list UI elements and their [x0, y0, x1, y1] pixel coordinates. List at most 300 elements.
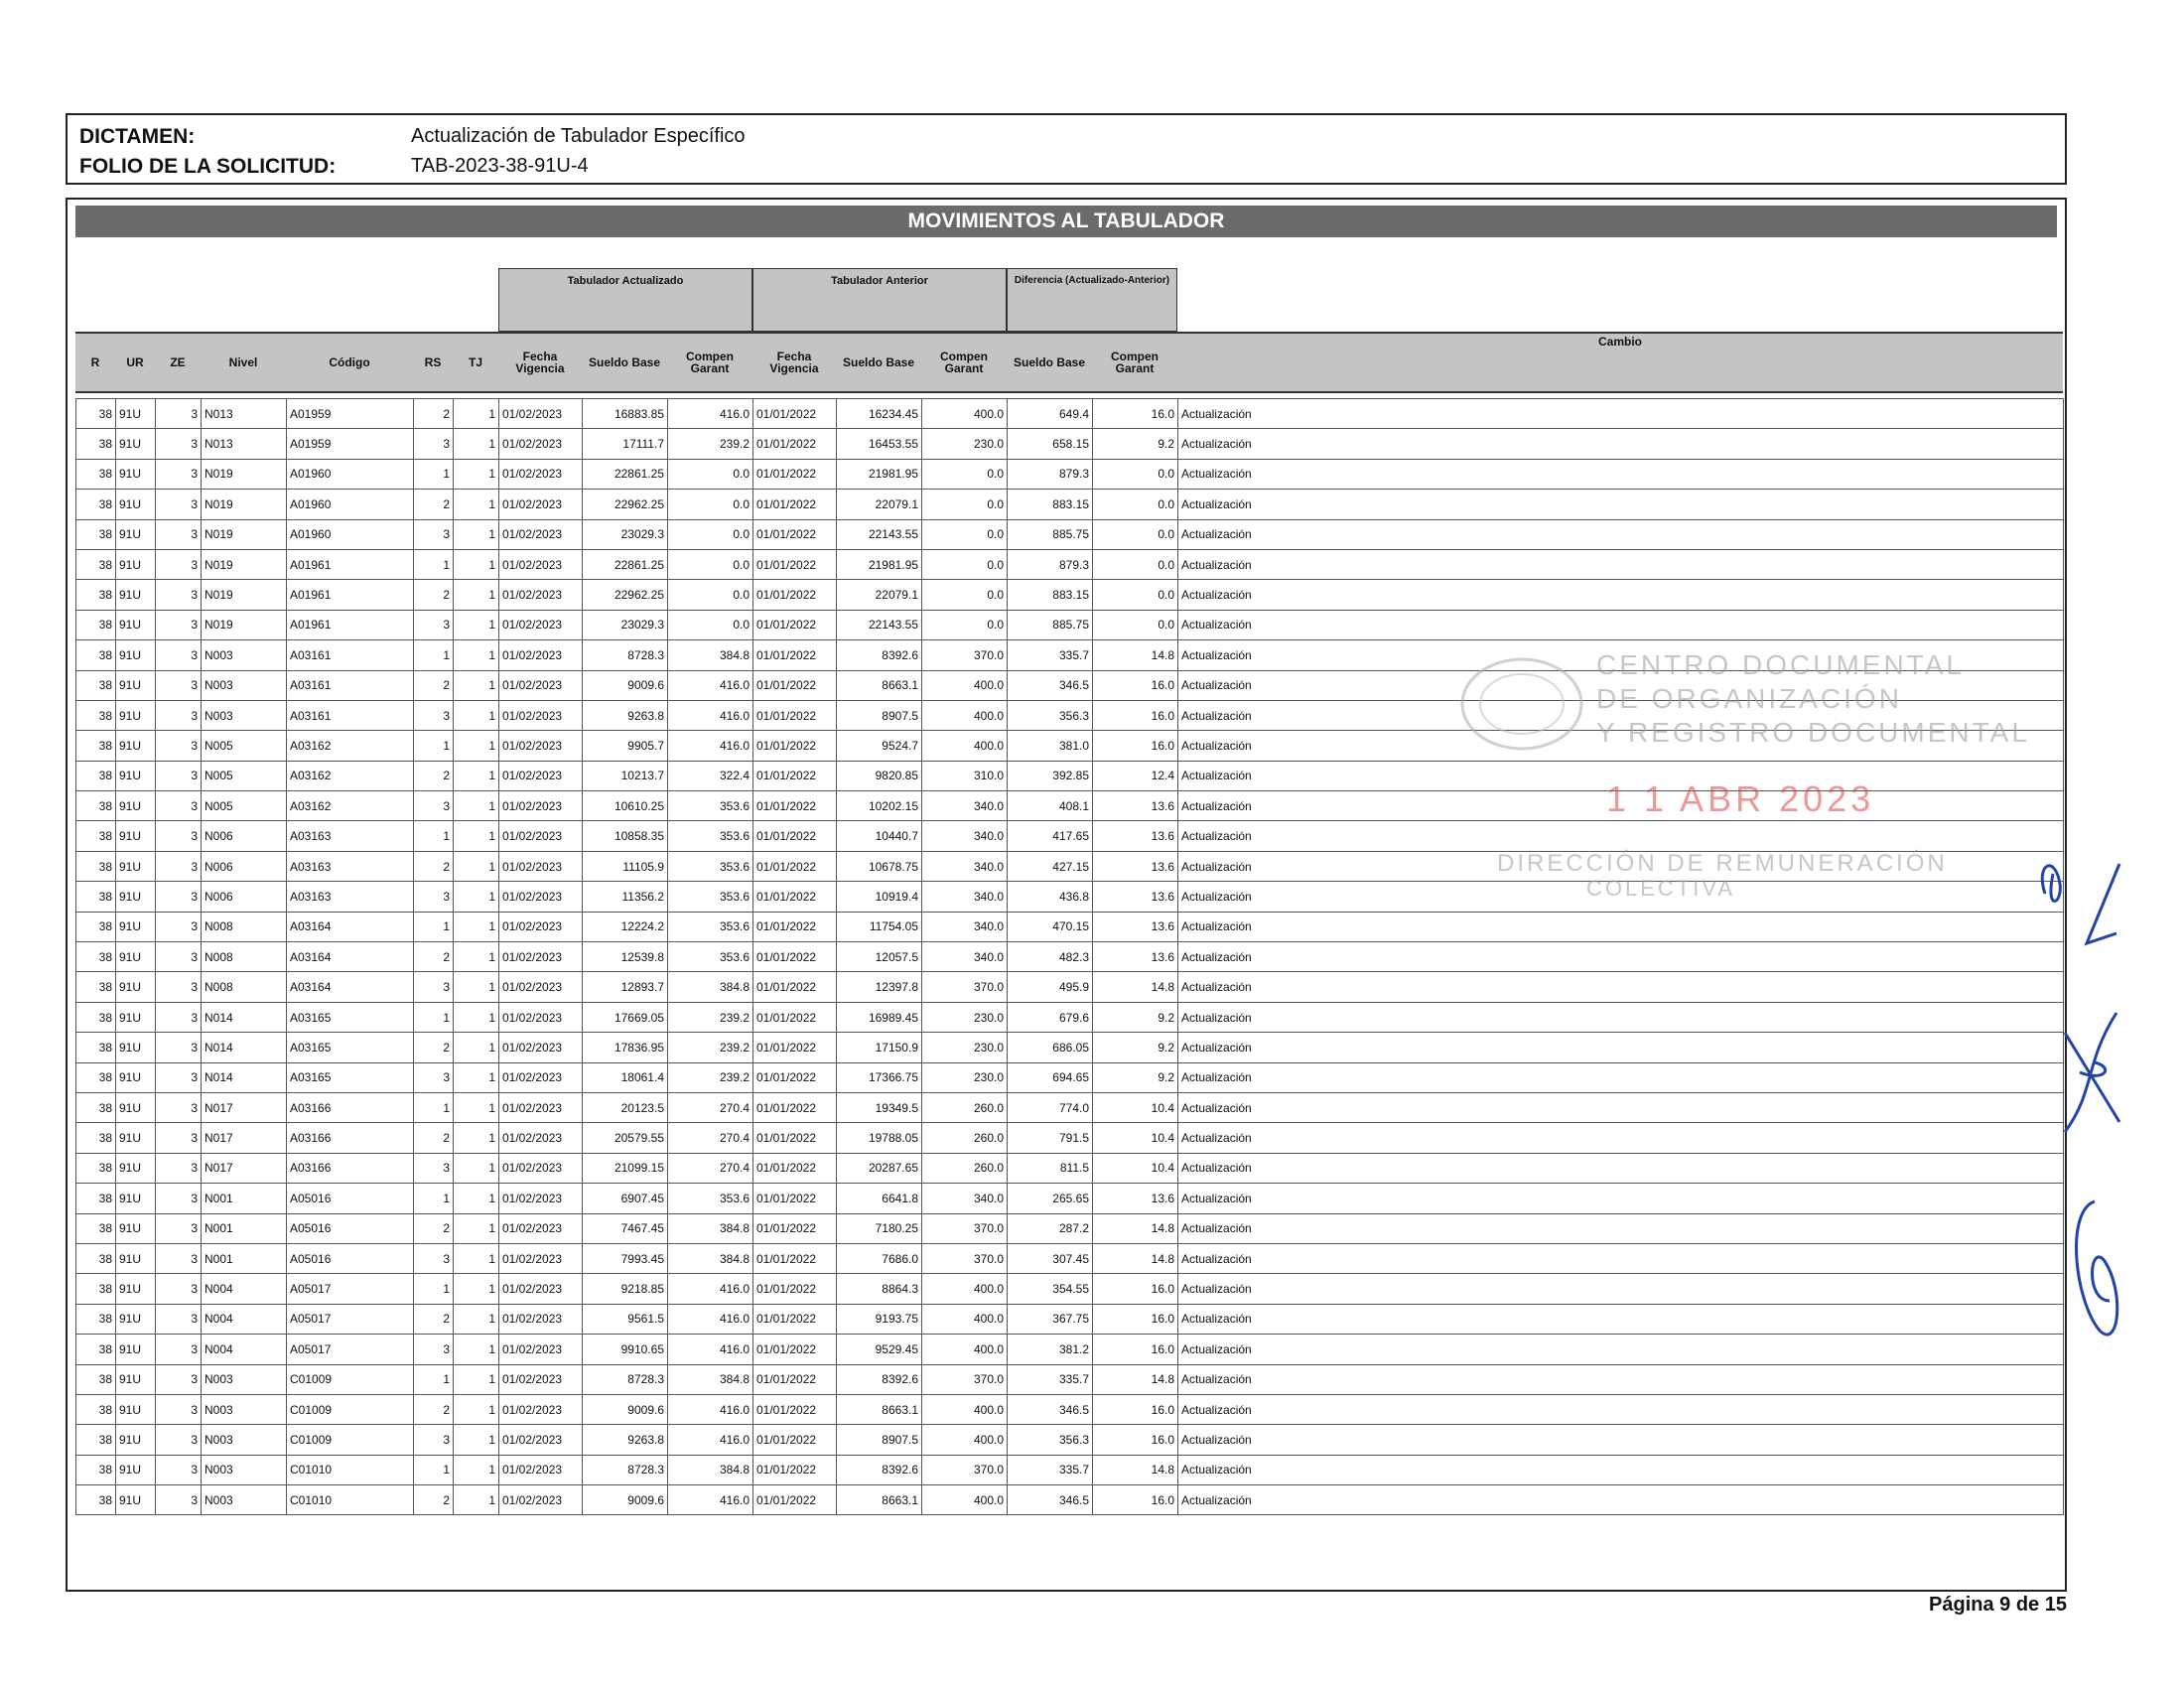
- cell-nivel: N006: [202, 882, 287, 912]
- col-rs: RS: [424, 355, 442, 369]
- cell-compen-ant: 400.0: [922, 399, 1008, 429]
- cell-nivel: N008: [202, 912, 287, 941]
- cell-tj: 1: [454, 1274, 499, 1304]
- cell-compen-act: 416.0: [668, 1274, 753, 1304]
- cell-rs: 2: [414, 1033, 454, 1062]
- cell-codigo: A05017: [287, 1335, 414, 1364]
- cell-r: 38: [76, 1304, 116, 1334]
- cell-fecha-act: 01/02/2023: [499, 1184, 583, 1213]
- cell-sueldo-ant: 16234.45: [837, 399, 922, 429]
- cell-nivel: N001: [202, 1243, 287, 1273]
- cell-sueldo-act: 12224.2: [583, 912, 668, 941]
- table-row: [76, 1062, 2064, 1092]
- cell-r: 38: [76, 399, 116, 429]
- cell-sueldo-ant: 9820.85: [837, 761, 922, 790]
- stamp-line-1: CENTRO DOCUMENTAL: [1596, 649, 1965, 680]
- table-row: [76, 1213, 2064, 1243]
- cell-compen-ant: 340.0: [922, 851, 1008, 881]
- group-header-anterior: Tabulador Anterior: [752, 268, 1007, 332]
- cell-fecha-act: 01/02/2023: [499, 972, 583, 1002]
- cell-fecha-ant: 01/01/2022: [753, 1092, 837, 1122]
- cell-fecha-act: 01/02/2023: [499, 640, 583, 670]
- cell-tj: 1: [454, 1335, 499, 1364]
- cell-ur: 91U: [116, 610, 156, 639]
- col-tj: TJ: [468, 355, 482, 369]
- cell-fecha-act: 01/02/2023: [499, 791, 583, 821]
- cell-fecha-ant: 01/01/2022: [753, 399, 837, 429]
- cell-cambio: Actualización: [1178, 1274, 2064, 1304]
- stamp-seal-icon: [1457, 649, 1586, 759]
- cell-rs: 2: [414, 1485, 454, 1515]
- cell-cambio: Actualización: [1178, 1455, 2064, 1484]
- cell-cambio: Actualización: [1178, 399, 2064, 429]
- cell-fecha-act: 01/02/2023: [499, 1364, 583, 1394]
- cell-codigo: A05017: [287, 1274, 414, 1304]
- cell-cambio: Actualización: [1178, 1002, 2064, 1032]
- cell-sueldo-ant: 22143.55: [837, 610, 922, 639]
- col-fecha-ant: Fecha Vigencia: [769, 350, 819, 375]
- cell-compen-dif: 14.8: [1093, 1243, 1178, 1273]
- cell-cambio: Actualización: [1178, 1213, 2064, 1243]
- cell-fecha-ant: 01/01/2022: [753, 851, 837, 881]
- cell-cambio: Actualización: [1178, 1485, 2064, 1515]
- cell-r: 38: [76, 1274, 116, 1304]
- cell-compen-act: 353.6: [668, 942, 753, 972]
- cell-rs: 1: [414, 821, 454, 851]
- cell-sueldo-ant: 8907.5: [837, 1425, 922, 1455]
- cell-compen-ant: 310.0: [922, 761, 1008, 790]
- cell-compen-act: 322.4: [668, 761, 753, 790]
- cell-compen-act: 416.0: [668, 731, 753, 761]
- cell-compen-act: 416.0: [668, 399, 753, 429]
- cell-cambio: Actualización: [1178, 700, 2064, 730]
- cell-rs: 3: [414, 1335, 454, 1364]
- cell-sueldo-dif: 649.4: [1008, 399, 1093, 429]
- cell-ur: 91U: [116, 1062, 156, 1092]
- cell-cambio: Actualización: [1178, 942, 2064, 972]
- cell-sueldo-ant: 8663.1: [837, 670, 922, 700]
- cell-compen-act: 384.8: [668, 1455, 753, 1484]
- cell-compen-act: 384.8: [668, 972, 753, 1002]
- cell-r: 38: [76, 519, 116, 549]
- cell-compen-dif: 9.2: [1093, 429, 1178, 459]
- cell-compen-ant: 0.0: [922, 580, 1008, 610]
- cell-sueldo-act: 12893.7: [583, 972, 668, 1002]
- cell-cambio: Actualización: [1178, 490, 2064, 519]
- cell-sueldo-act: 8728.3: [583, 640, 668, 670]
- cell-ur: 91U: [116, 490, 156, 519]
- cell-fecha-ant: 01/01/2022: [753, 972, 837, 1002]
- cell-r: 38: [76, 1092, 116, 1122]
- cell-ze: 3: [156, 882, 202, 912]
- cell-sueldo-dif: 774.0: [1008, 1092, 1093, 1122]
- cell-compen-dif: 12.4: [1093, 761, 1178, 790]
- cell-fecha-act: 01/02/2023: [499, 1153, 583, 1183]
- cell-sueldo-act: 11105.9: [583, 851, 668, 881]
- cell-rs: 3: [414, 972, 454, 1002]
- cell-r: 38: [76, 429, 116, 459]
- table-row: [76, 1243, 2064, 1273]
- cell-codigo: A01961: [287, 580, 414, 610]
- cell-codigo: C01010: [287, 1485, 414, 1515]
- cell-sueldo-dif: 392.85: [1008, 761, 1093, 790]
- cell-sueldo-act: 9218.85: [583, 1274, 668, 1304]
- cell-compen-ant: 340.0: [922, 791, 1008, 821]
- cell-ze: 3: [156, 519, 202, 549]
- cell-ze: 3: [156, 942, 202, 972]
- cell-sueldo-ant: 10919.4: [837, 882, 922, 912]
- cell-sueldo-act: 16883.85: [583, 399, 668, 429]
- cell-ze: 3: [156, 610, 202, 639]
- cell-tj: 1: [454, 519, 499, 549]
- cell-nivel: N005: [202, 731, 287, 761]
- cell-nivel: N014: [202, 1062, 287, 1092]
- cell-cambio: Actualización: [1178, 670, 2064, 700]
- cell-tj: 1: [454, 821, 499, 851]
- cell-ur: 91U: [116, 519, 156, 549]
- col-codigo: Código: [329, 355, 370, 369]
- cell-ze: 3: [156, 1425, 202, 1455]
- cell-compen-dif: 13.6: [1093, 821, 1178, 851]
- table-row: [76, 942, 2064, 972]
- cell-sueldo-ant: 16453.55: [837, 429, 922, 459]
- cell-sueldo-ant: 21981.95: [837, 549, 922, 579]
- cell-sueldo-dif: 381.0: [1008, 731, 1093, 761]
- cell-rs: 1: [414, 549, 454, 579]
- cell-ur: 91U: [116, 670, 156, 700]
- cell-sueldo-dif: 883.15: [1008, 490, 1093, 519]
- cell-compen-ant: 260.0: [922, 1092, 1008, 1122]
- cell-tj: 1: [454, 1425, 499, 1455]
- cell-tj: 1: [454, 1153, 499, 1183]
- cell-ze: 3: [156, 1033, 202, 1062]
- cell-compen-act: 239.2: [668, 429, 753, 459]
- cell-r: 38: [76, 1062, 116, 1092]
- cell-sueldo-ant: 12397.8: [837, 972, 922, 1002]
- cell-fecha-ant: 01/01/2022: [753, 610, 837, 639]
- cell-ze: 3: [156, 1335, 202, 1364]
- cell-ze: 3: [156, 670, 202, 700]
- cell-compen-dif: 16.0: [1093, 1304, 1178, 1334]
- cell-ur: 91U: [116, 972, 156, 1002]
- cell-ze: 3: [156, 851, 202, 881]
- cell-tj: 1: [454, 1033, 499, 1062]
- cell-sueldo-ant: 19349.5: [837, 1092, 922, 1122]
- cell-codigo: C01009: [287, 1394, 414, 1424]
- cell-rs: 1: [414, 731, 454, 761]
- cell-sueldo-ant: 8663.1: [837, 1394, 922, 1424]
- cell-compen-act: 353.6: [668, 1184, 753, 1213]
- cell-cambio: Actualización: [1178, 610, 2064, 639]
- cell-fecha-act: 01/02/2023: [499, 821, 583, 851]
- cell-compen-dif: 16.0: [1093, 670, 1178, 700]
- cell-cambio: Actualización: [1178, 851, 2064, 881]
- cell-cambio: Actualización: [1178, 731, 2064, 761]
- col-sueldo-act: Sueldo Base: [588, 355, 661, 369]
- cell-sueldo-dif: 885.75: [1008, 610, 1093, 639]
- document-header: [66, 113, 2067, 185]
- cell-codigo: A01961: [287, 610, 414, 639]
- cell-tj: 1: [454, 429, 499, 459]
- cell-r: 38: [76, 640, 116, 670]
- cell-compen-act: 0.0: [668, 490, 753, 519]
- cell-rs: 2: [414, 942, 454, 972]
- cell-compen-ant: 400.0: [922, 1274, 1008, 1304]
- cell-ze: 3: [156, 1243, 202, 1273]
- cell-nivel: N004: [202, 1304, 287, 1334]
- cell-cambio: Actualización: [1178, 1153, 2064, 1183]
- cell-compen-ant: 340.0: [922, 1184, 1008, 1213]
- cell-codigo: A03166: [287, 1153, 414, 1183]
- cell-sueldo-dif: 686.05: [1008, 1033, 1093, 1062]
- cell-sueldo-act: 10858.35: [583, 821, 668, 851]
- cell-fecha-ant: 01/01/2022: [753, 640, 837, 670]
- cell-ur: 91U: [116, 851, 156, 881]
- cell-rs: 3: [414, 429, 454, 459]
- stamp-date: 1 1 ABR 2023: [1606, 778, 1875, 819]
- cell-r: 38: [76, 882, 116, 912]
- cell-fecha-act: 01/02/2023: [499, 549, 583, 579]
- cell-nivel: N017: [202, 1092, 287, 1122]
- cell-compen-dif: 0.0: [1093, 580, 1178, 610]
- cell-nivel: N005: [202, 791, 287, 821]
- cell-nivel: N005: [202, 761, 287, 790]
- cell-compen-act: 0.0: [668, 610, 753, 639]
- cell-r: 38: [76, 1184, 116, 1213]
- cell-fecha-act: 01/02/2023: [499, 761, 583, 790]
- cell-tj: 1: [454, 1092, 499, 1122]
- cell-sueldo-dif: 335.7: [1008, 1364, 1093, 1394]
- cell-cambio: Actualización: [1178, 1335, 2064, 1364]
- table-row: [76, 1394, 2064, 1424]
- cell-compen-act: 353.6: [668, 851, 753, 881]
- cell-codigo: A03163: [287, 882, 414, 912]
- cell-rs: 3: [414, 1153, 454, 1183]
- cell-ze: 3: [156, 761, 202, 790]
- cell-ur: 91U: [116, 1243, 156, 1273]
- cell-ur: 91U: [116, 882, 156, 912]
- cell-codigo: A03165: [287, 1062, 414, 1092]
- cell-compen-ant: 370.0: [922, 1243, 1008, 1273]
- cell-fecha-act: 01/02/2023: [499, 580, 583, 610]
- cell-ur: 91U: [116, 1274, 156, 1304]
- cell-tj: 1: [454, 1002, 499, 1032]
- cell-compen-dif: 16.0: [1093, 1274, 1178, 1304]
- cell-sueldo-dif: 791.5: [1008, 1123, 1093, 1153]
- cell-codigo: A03161: [287, 670, 414, 700]
- cell-tj: 1: [454, 882, 499, 912]
- cell-fecha-ant: 01/01/2022: [753, 519, 837, 549]
- cell-fecha-ant: 01/01/2022: [753, 882, 837, 912]
- cell-compen-act: 239.2: [668, 1002, 753, 1032]
- cell-ur: 91U: [116, 1425, 156, 1455]
- cell-fecha-act: 01/02/2023: [499, 490, 583, 519]
- cell-sueldo-act: 20123.5: [583, 1092, 668, 1122]
- cell-codigo: A03161: [287, 640, 414, 670]
- stamp-line-5: COLECTIVA: [1586, 876, 1736, 901]
- cell-sueldo-act: 22962.25: [583, 580, 668, 610]
- col-compen-ant: Compen Garant: [940, 350, 988, 375]
- cell-fecha-act: 01/02/2023: [499, 1002, 583, 1032]
- cell-rs: 2: [414, 1304, 454, 1334]
- cell-compen-act: 416.0: [668, 1485, 753, 1515]
- cell-codigo: A03166: [287, 1123, 414, 1153]
- cell-sueldo-dif: 356.3: [1008, 700, 1093, 730]
- cell-nivel: N014: [202, 1033, 287, 1062]
- cell-ur: 91U: [116, 1123, 156, 1153]
- table-row: [76, 1364, 2064, 1394]
- cell-compen-dif: 10.4: [1093, 1123, 1178, 1153]
- cell-nivel: N019: [202, 580, 287, 610]
- cell-r: 38: [76, 791, 116, 821]
- cell-fecha-ant: 01/01/2022: [753, 942, 837, 972]
- cell-sueldo-act: 20579.55: [583, 1123, 668, 1153]
- table-row: [76, 519, 2064, 549]
- cell-sueldo-ant: 8392.6: [837, 1455, 922, 1484]
- cell-sueldo-ant: 9193.75: [837, 1304, 922, 1334]
- cell-ze: 3: [156, 640, 202, 670]
- cell-tj: 1: [454, 851, 499, 881]
- cell-compen-dif: 9.2: [1093, 1002, 1178, 1032]
- cell-nivel: N003: [202, 1455, 287, 1484]
- table-row: [76, 1304, 2064, 1334]
- cell-compen-act: 416.0: [668, 700, 753, 730]
- cell-sueldo-dif: 354.55: [1008, 1274, 1093, 1304]
- cell-fecha-act: 01/02/2023: [499, 1213, 583, 1243]
- cell-nivel: N008: [202, 942, 287, 972]
- cell-ur: 91U: [116, 1394, 156, 1424]
- cell-compen-dif: 13.6: [1093, 912, 1178, 941]
- cell-ze: 3: [156, 1184, 202, 1213]
- cell-codigo: A03161: [287, 700, 414, 730]
- cell-sueldo-act: 11356.2: [583, 882, 668, 912]
- folio-value: TAB-2023-38-91U-4: [411, 155, 589, 177]
- cell-codigo: A03164: [287, 912, 414, 941]
- cell-ur: 91U: [116, 761, 156, 790]
- cell-codigo: A03162: [287, 761, 414, 790]
- cell-sueldo-ant: 17150.9: [837, 1033, 922, 1062]
- cell-fecha-ant: 01/01/2022: [753, 1274, 837, 1304]
- cell-compen-act: 239.2: [668, 1062, 753, 1092]
- cell-cambio: Actualización: [1178, 912, 2064, 941]
- cell-nivel: N017: [202, 1123, 287, 1153]
- cell-sueldo-dif: 346.5: [1008, 1485, 1093, 1515]
- cell-compen-ant: 0.0: [922, 610, 1008, 639]
- cell-sueldo-act: 7993.45: [583, 1243, 668, 1273]
- cell-ur: 91U: [116, 942, 156, 972]
- cell-fecha-act: 01/02/2023: [499, 882, 583, 912]
- cell-codigo: A03162: [287, 791, 414, 821]
- cell-nivel: N014: [202, 1002, 287, 1032]
- table-row: [76, 1274, 2064, 1304]
- cell-fecha-ant: 01/01/2022: [753, 429, 837, 459]
- table-row: [76, 912, 2064, 941]
- cell-ze: 3: [156, 399, 202, 429]
- col-cambio: Cambio: [1597, 335, 1642, 349]
- cell-nivel: N008: [202, 972, 287, 1002]
- group-header-diferencia: Diferencia (Actualizado-Anterior): [1007, 268, 1177, 332]
- cell-compen-ant: 400.0: [922, 1304, 1008, 1334]
- cell-rs: 3: [414, 610, 454, 639]
- cell-compen-dif: 14.8: [1093, 640, 1178, 670]
- cell-sueldo-act: 22962.25: [583, 490, 668, 519]
- cell-sueldo-ant: 11754.05: [837, 912, 922, 941]
- cell-tj: 1: [454, 549, 499, 579]
- cell-sueldo-dif: 879.3: [1008, 549, 1093, 579]
- cell-ze: 3: [156, 1153, 202, 1183]
- cell-nivel: N006: [202, 851, 287, 881]
- cell-cambio: Actualización: [1178, 1184, 2064, 1213]
- cell-tj: 1: [454, 942, 499, 972]
- cell-sueldo-dif: 367.75: [1008, 1304, 1093, 1334]
- cell-fecha-ant: 01/01/2022: [753, 670, 837, 700]
- cell-r: 38: [76, 1364, 116, 1394]
- cell-codigo: A03165: [287, 1033, 414, 1062]
- cell-compen-act: 270.4: [668, 1153, 753, 1183]
- cell-cambio: Actualización: [1178, 1425, 2064, 1455]
- group-header-actualizado: Tabulador Actualizado: [498, 268, 752, 332]
- cell-compen-ant: 400.0: [922, 731, 1008, 761]
- cell-sueldo-act: 9263.8: [583, 700, 668, 730]
- cell-sueldo-act: 12539.8: [583, 942, 668, 972]
- cell-r: 38: [76, 942, 116, 972]
- cell-compen-act: 239.2: [668, 1033, 753, 1062]
- cell-sueldo-ant: 6641.8: [837, 1184, 922, 1213]
- cell-fecha-act: 01/02/2023: [499, 1123, 583, 1153]
- table-row: [76, 1033, 2064, 1062]
- cell-ze: 3: [156, 1364, 202, 1394]
- cell-rs: 3: [414, 700, 454, 730]
- cell-sueldo-ant: 10678.75: [837, 851, 922, 881]
- cell-sueldo-ant: 19788.05: [837, 1123, 922, 1153]
- cell-rs: 1: [414, 1364, 454, 1394]
- cell-compen-dif: 16.0: [1093, 1394, 1178, 1424]
- cell-tj: 1: [454, 459, 499, 489]
- cell-ze: 3: [156, 1455, 202, 1484]
- cell-fecha-ant: 01/01/2022: [753, 1335, 837, 1364]
- cell-nivel: N019: [202, 490, 287, 519]
- cell-ur: 91U: [116, 1153, 156, 1183]
- cell-sueldo-act: 8728.3: [583, 1364, 668, 1394]
- cell-compen-ant: 370.0: [922, 1455, 1008, 1484]
- cell-nivel: N006: [202, 821, 287, 851]
- cell-tj: 1: [454, 1485, 499, 1515]
- cell-ze: 3: [156, 459, 202, 489]
- cell-cambio: Actualización: [1178, 549, 2064, 579]
- cell-sueldo-act: 7467.45: [583, 1213, 668, 1243]
- cell-sueldo-ant: 7180.25: [837, 1213, 922, 1243]
- cell-tj: 1: [454, 1394, 499, 1424]
- cell-codigo: C01009: [287, 1364, 414, 1394]
- cell-nivel: N003: [202, 700, 287, 730]
- reception-stamp: [1457, 649, 2030, 901]
- cell-sueldo-act: 17669.05: [583, 1002, 668, 1032]
- cell-ur: 91U: [116, 1033, 156, 1062]
- cell-sueldo-ant: 9524.7: [837, 731, 922, 761]
- cell-rs: 3: [414, 1425, 454, 1455]
- cell-ur: 91U: [116, 821, 156, 851]
- cell-sueldo-act: 10610.25: [583, 791, 668, 821]
- cell-fecha-act: 01/02/2023: [499, 700, 583, 730]
- cell-tj: 1: [454, 972, 499, 1002]
- cell-compen-dif: 13.6: [1093, 882, 1178, 912]
- cell-rs: 1: [414, 640, 454, 670]
- cell-compen-act: 0.0: [668, 519, 753, 549]
- cell-cambio: Actualización: [1178, 1062, 2064, 1092]
- cell-ur: 91U: [116, 580, 156, 610]
- cell-compen-ant: 0.0: [922, 459, 1008, 489]
- cell-rs: 3: [414, 882, 454, 912]
